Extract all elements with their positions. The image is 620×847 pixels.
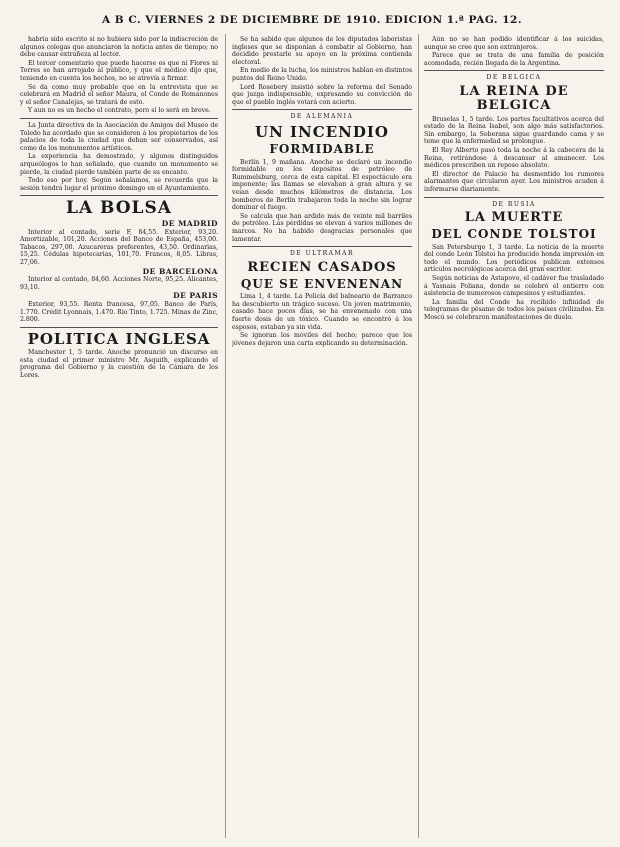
article-paragraph: Se calcula que han ardido más de veinte mil barriles de petróleo. Las pérdidas se elevan á varios millones de marcos. No ha habido desgracias personales que lamentar. bbox=[232, 212, 412, 243]
article-paragraph: San Petersburgo 1, 3 tarde. La noticia de la muerte del conde León Tolstoi ha producido honda impresión en todo el mundo. Los periódicos publican extensos artículos necrológicos acerca del gran escritor. bbox=[424, 243, 604, 274]
section-rule bbox=[20, 327, 218, 328]
article-paragraph: Lord Rosebery insistió sobre la reforma del Senado que juzga indispensable, expresando su convicción de que el pueblo inglés votará con acierto. bbox=[232, 83, 412, 106]
article-paragraph: La Junta directiva de la Asociación de Amigos del Museo de Toledo ha acordado que se consideren á los propietarios de los palacios de toda la ciudad que deban ser conservados, así como de los monumentos artísticos. bbox=[20, 121, 218, 152]
section-rule bbox=[20, 195, 218, 196]
section-rule bbox=[424, 70, 604, 71]
column-divider bbox=[418, 34, 419, 838]
article-paragraph: Manchester 1, 5 tarde. Anoche pronunció un discurso en esta ciudad el primer ministro Mr. Asquith, explicando el programa del Gobierno y la cuestión de la Cámara de los Lores. bbox=[20, 349, 218, 379]
article-paragraph: Todo eso por hoy. Según señalamos, se recuerda que la sesión tendrá lugar el próximo domingo en el Ayuntamiento. bbox=[20, 177, 218, 192]
article-paragraph: El Rey Alberto pasó toda la noche á la cabecera de la Reina, retirándose á descansar al amanecer. Los médicos prescriben un reposo absoluto. bbox=[424, 146, 604, 170]
headline-incendio-2: FORMIDABLE bbox=[269, 142, 375, 157]
column-left bbox=[20, 36, 218, 836]
headline-recien-1: RECIEN CASADOS bbox=[247, 259, 397, 275]
article-paragraph: En medio de la lucha, los ministros hablan en distintos puntos del Reino Unido. bbox=[232, 67, 412, 82]
headline-incendio-1: UN INCENDIO bbox=[255, 122, 389, 141]
column-divider bbox=[225, 34, 226, 838]
section-label: DE BELGICA bbox=[486, 74, 542, 82]
article-paragraph: Y aun no es un hecho el contrato, pero sí lo será en breve. bbox=[28, 107, 211, 115]
article-paragraph: Aún no se han podido identificar á los suicidas, aunque se cree que son extranjeros. bbox=[424, 36, 604, 51]
article-paragraph: Se ha sabido que algunos de los diputados laboristas ingleses que se disponían á combatir al Gobierno, han decidido prestarle su apoyo en la próxima contienda electoral. bbox=[232, 36, 412, 66]
article-paragraph: Exterior, 93,55. Renta francesa, 97,05. Banco de París, 1.770. Crédit Lyonnais, 1.470. Rio Tinto, 1.725. Minas de Zinc, 2.800. bbox=[20, 300, 218, 324]
article-paragraph: Interior al contado, 84,60. Acciones Norte, 95,25. Alicantes, 93,10. bbox=[20, 276, 218, 291]
section-label: DE ULTRAMAR bbox=[290, 250, 354, 258]
section-rule bbox=[424, 197, 604, 198]
headline-politica: POLITICA INGLESA bbox=[27, 329, 211, 348]
section-rule bbox=[232, 246, 412, 247]
headline-bolsa: LA BOLSA bbox=[66, 198, 172, 219]
article-paragraph: Parece que se trata de una familia de posición acomodada, recién llegada de la Argentina. bbox=[424, 52, 604, 67]
article-paragraph: Según noticias de Astapovo, el cadáver fue trasladado á Yasnaia Poliana, donde se celebró el entierro con asistencia de numerosos campesinos y estudiantes. bbox=[424, 274, 604, 298]
section-rule bbox=[20, 118, 218, 119]
article-paragraph: Interior al contado, serie F, 84,55. Exterior, 93,20. Amortizable, 101,20. Acciones del Banco de España, 453,00. Tabacos, 297,00. Azucareras preferentes, 43,50. Ordinarias, 15,25. Cédulas hipotecarias, 101,70. Francos, 8,05. Libras, 27,06. bbox=[20, 228, 218, 266]
section-label: DE ALEMANIA bbox=[290, 113, 354, 121]
article-paragraph: Se ignoran los móviles del hecho; parece que los jóvenes dejaron una carta explicando su determinación. bbox=[232, 332, 412, 347]
section-label: DE RUSIA bbox=[492, 200, 536, 208]
column-middle bbox=[232, 36, 412, 836]
article-paragraph: La familia del Conde ha recibido infinidad de telegramas de pésame de todos los países civilizados. En Moscú se celebraron manifestaciones de duelo. bbox=[424, 298, 604, 321]
subhead-madrid: DE MADRID bbox=[161, 218, 218, 228]
subhead-paris: DE PARIS bbox=[173, 291, 218, 301]
subhead-barcelona: DE BARCELONA bbox=[142, 266, 218, 276]
article-paragraph: El tercer comentario que puede hacerse es que ni Flores ni Torres se han arrojado al público, y que el médico dijo que, teniendo en cuenta los hechos, no se atrevía a firmar. bbox=[20, 59, 218, 82]
headline-tolstoi-2: DEL CONDE TOLSTOI bbox=[431, 227, 597, 242]
column-right bbox=[424, 36, 604, 836]
article-paragraph: Berlín 1, 9 mañana. Anoche se declaró un incendio formidable en los depósitos de petróleo de Rummelsburg, cerca de esta capital. El espectáculo era imponente; las llamas se elevaban á gran altura y se veían desde muchos kilómetros de distancia. Los bomberos de Berlín trabajaron toda la noche sin lograr dominar el fuego. bbox=[232, 158, 412, 212]
section-rule bbox=[232, 109, 412, 110]
article-paragraph: La experiencia ha demostrado, y algunos distinguidos arqueólogos lo han señalado, que cuando un monumento se pierde, la ciudad pierde también parte de su encanto. bbox=[20, 153, 218, 176]
headline-reina: LA REINA DE BELGICA bbox=[459, 83, 569, 114]
article-paragraph: Se da como muy probable que en la entrevista que se celebrará en Madrid el señor Maura, el Conde de Romanones y el señor Canalejas, se tratará de esto. bbox=[20, 83, 218, 106]
article-paragraph: Bruselas 1, 5 tarde. Los partes facultativos acerca del estado de la Reina Isabel, son algo más satisfactorios. Sin embargo, la Soberana sigue guardando cama y se teme que la enfermedad se prolongue. bbox=[424, 115, 604, 146]
headline-recien-2: QUE SE ENVENENAN bbox=[240, 277, 404, 292]
article-paragraph: El director de Palacio ha desmentido los rumores alarmantes que circularon ayer. Los ministros acuden á informarse diariamente. bbox=[424, 170, 604, 193]
article-paragraph: Lima 1, 4 tarde. La Policía del balneario de Barranco ha descubierto un trágico suceso. Un joven matrimonio, casado hace pocos días, se ha envenenado con una fuerte dosis de un tóxico. Cuando se encontró á los esposos, estaban ya sin vida. bbox=[232, 293, 412, 331]
headline-tolstoi-1: LA MUERTE bbox=[464, 210, 564, 226]
page-masthead: A B C. VIERNES 2 DE DICIEMBRE DE 1910. EDICION 1.ª PAG. 12. bbox=[101, 14, 522, 26]
article-paragraph: habría sido escrito si no hubiera sido por la indiscreción de algunos colegas que anunciaron la noticia antes de tiempo; no debe causar extrañeza al lector. bbox=[20, 36, 218, 59]
